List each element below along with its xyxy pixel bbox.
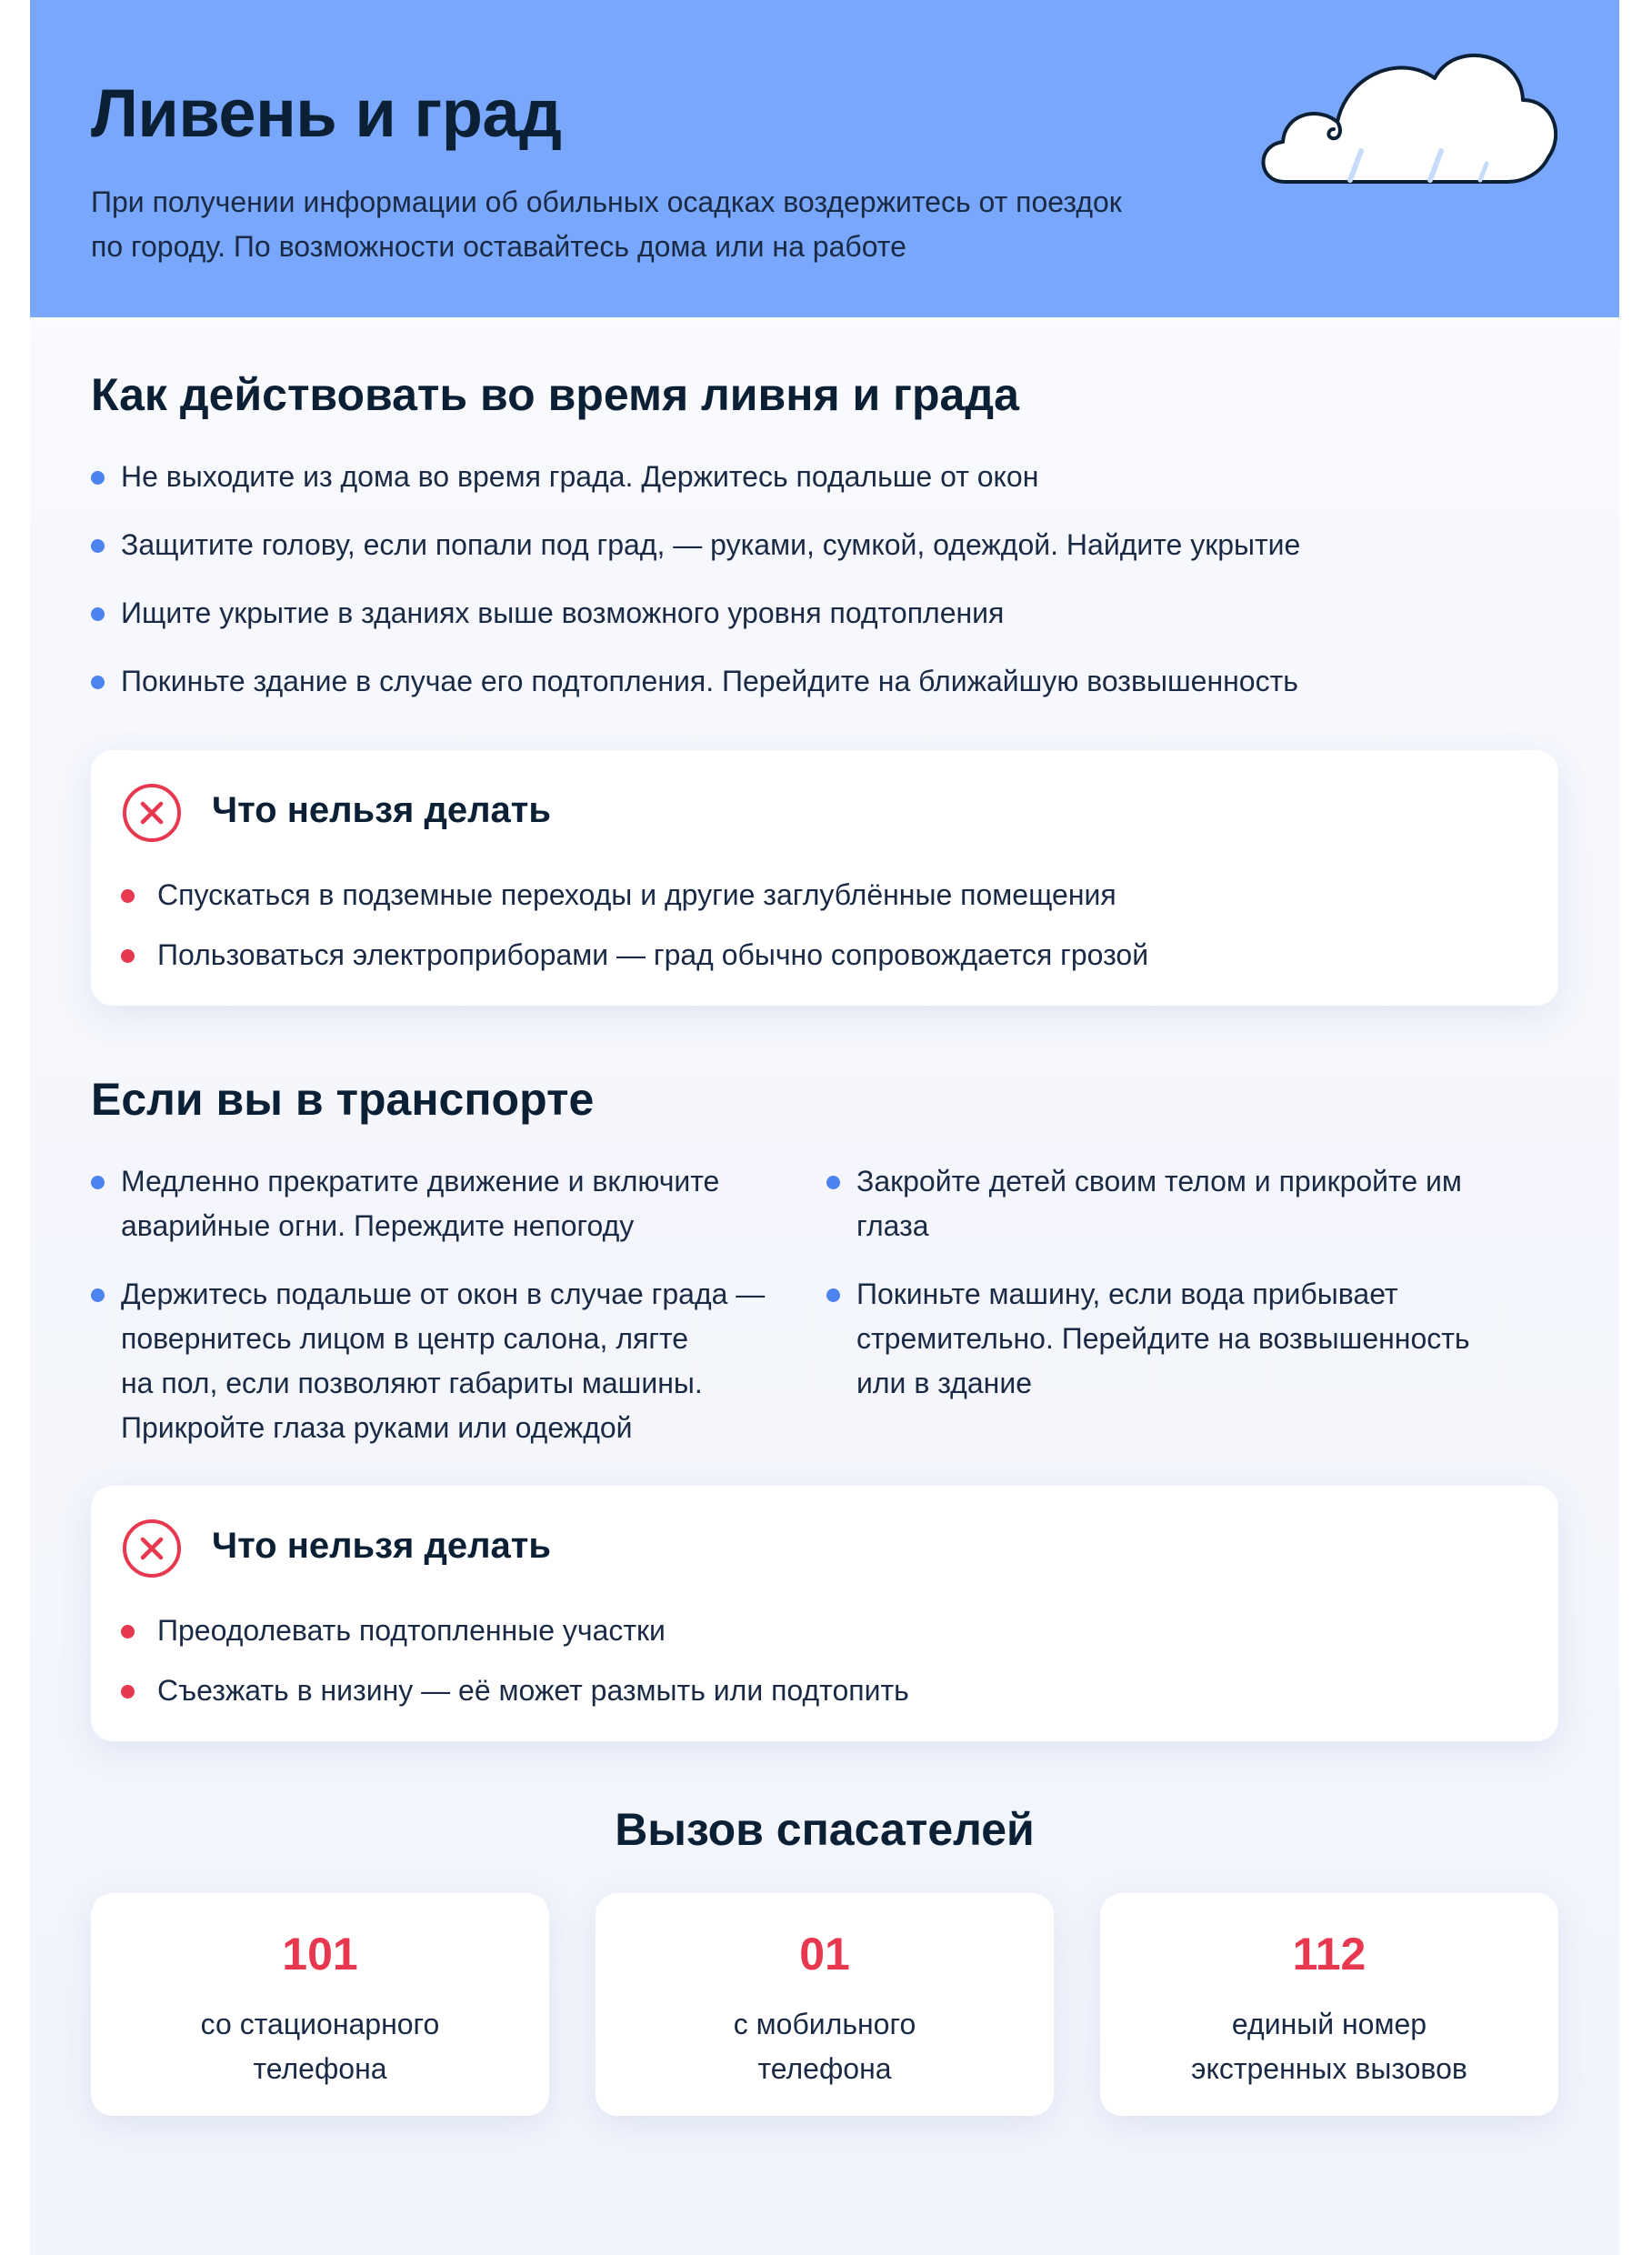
prohibited-icon [121, 1518, 183, 1579]
list-item-text: Защитите голову, если попали под град, — руками, сумкой, одеждой. Найдите укрытие [121, 528, 1301, 561]
call-description-line: телефона [757, 2052, 892, 2085]
list-item-text: Закройте детей своим телом и прикройте им [856, 1165, 1462, 1198]
cloud-icon [1248, 44, 1557, 203]
list-item [91, 1159, 818, 1248]
list-item-text: Держитесь подальше от окон в случае града — [121, 1278, 766, 1310]
call-card-112[interactable] [1100, 1893, 1558, 2116]
list-item-text: Не выходите из дома во время града. Держитесь подальше от окон [121, 460, 1039, 493]
list-item [121, 873, 1521, 917]
dont-card-2 [91, 1486, 1558, 1741]
prohibited-icon [121, 782, 183, 844]
page-title: Ливень и град [91, 75, 562, 151]
header-banner [30, 0, 1619, 317]
call-description-line: телефона [253, 2052, 387, 2085]
bullet-dot [121, 1625, 135, 1639]
list-item-text: Медленно прекратите движение и включите [121, 1165, 720, 1198]
list-item-text: аварийные огни. Переждите непогоду [121, 1209, 635, 1242]
call-card-01[interactable] [596, 1893, 1054, 2116]
list-item [91, 591, 1546, 636]
bullet-dot [121, 889, 135, 903]
list-item [826, 1272, 1554, 1406]
list-item-text: Прикройте глаза руками или одеждой [121, 1411, 633, 1444]
list-item [91, 455, 1546, 499]
during-list [91, 455, 1546, 704]
bullet-dot [91, 1176, 105, 1189]
calls-title: Вызов спасателей [615, 1804, 1035, 1855]
call-description [1100, 2002, 1558, 2091]
call-card-101[interactable] [91, 1893, 549, 2116]
list-item [826, 1159, 1554, 1248]
dont-list-1 [121, 873, 1521, 977]
call-description [596, 2002, 1054, 2091]
list-item [121, 933, 1521, 977]
call-number[interactable]: 101 [282, 1929, 358, 1979]
bullet-dot [826, 1288, 840, 1302]
page-subtitle [91, 180, 1273, 269]
card-title: Что нельзя делать [212, 790, 551, 830]
list-item-text: Спускаться в подземные переходы и другие заглублённые помещения [157, 878, 1116, 911]
bullet-dot [121, 1685, 135, 1699]
bullet-dot [91, 471, 105, 485]
list-item-text: Преодолевать подтопленные участки [157, 1614, 666, 1647]
section-title-transport: Если вы в транспорте [91, 1074, 595, 1125]
list-item-text: глаза [856, 1209, 929, 1242]
list-item [121, 1609, 1521, 1653]
transport-list-left [91, 1159, 818, 1450]
list-item-text: или в здание [856, 1367, 1032, 1399]
list-item [91, 1272, 818, 1450]
bullet-dot [826, 1176, 840, 1189]
call-description-line: единый номер [1231, 2008, 1427, 2040]
call-description-line: с мобильного [733, 2008, 916, 2040]
list-item-text: стремительно. Перейдите на возвышенность [856, 1322, 1470, 1355]
list-item [91, 523, 1546, 567]
list-item-text: на пол, если позволяют габариты машины. [121, 1367, 703, 1399]
dont-card-1 [91, 750, 1558, 1006]
call-number[interactable]: 01 [799, 1929, 850, 1979]
bullet-dot [91, 1288, 105, 1302]
list-item-text: Съезжать в низину — её может размыть или подтопить [157, 1674, 909, 1707]
dont-list-2 [121, 1609, 1521, 1713]
page [30, 0, 1619, 2255]
list-item-text: Пользоваться электроприборами — град обычно сопровождается грозой [157, 938, 1149, 971]
bullet-dot [91, 676, 105, 689]
subtitle-line: При получении информации об обильных осадках воздержитесь от поездок [91, 185, 1122, 218]
subtitle-line: по городу. По возможности оставайтесь дома или на работе [91, 230, 906, 263]
section-title-during: Как действовать во время ливня и града [91, 369, 1019, 420]
list-item-text: повернитесь лицом в центр салона, лягте [121, 1322, 689, 1355]
list-item [121, 1669, 1521, 1713]
call-description [91, 2002, 549, 2091]
call-number[interactable]: 112 [1292, 1929, 1367, 1979]
list-item [91, 659, 1546, 704]
bullet-dot [91, 607, 105, 621]
call-description-line: экстренных вызовов [1191, 2052, 1467, 2085]
bullet-dot [121, 949, 135, 963]
list-item-text: Ищите укрытие в зданиях выше возможного уровня подтопления [121, 596, 1005, 629]
list-item-text: Покиньте здание в случае его подтопления. Перейдите на ближайшую возвышенность [121, 665, 1298, 697]
bullet-dot [91, 539, 105, 553]
list-item-text: Покиньте машину, если вода прибывает [856, 1278, 1398, 1310]
call-description-line: со стационарного [200, 2008, 440, 2040]
transport-list-right [826, 1159, 1554, 1406]
card-title: Что нельзя делать [212, 1526, 551, 1566]
